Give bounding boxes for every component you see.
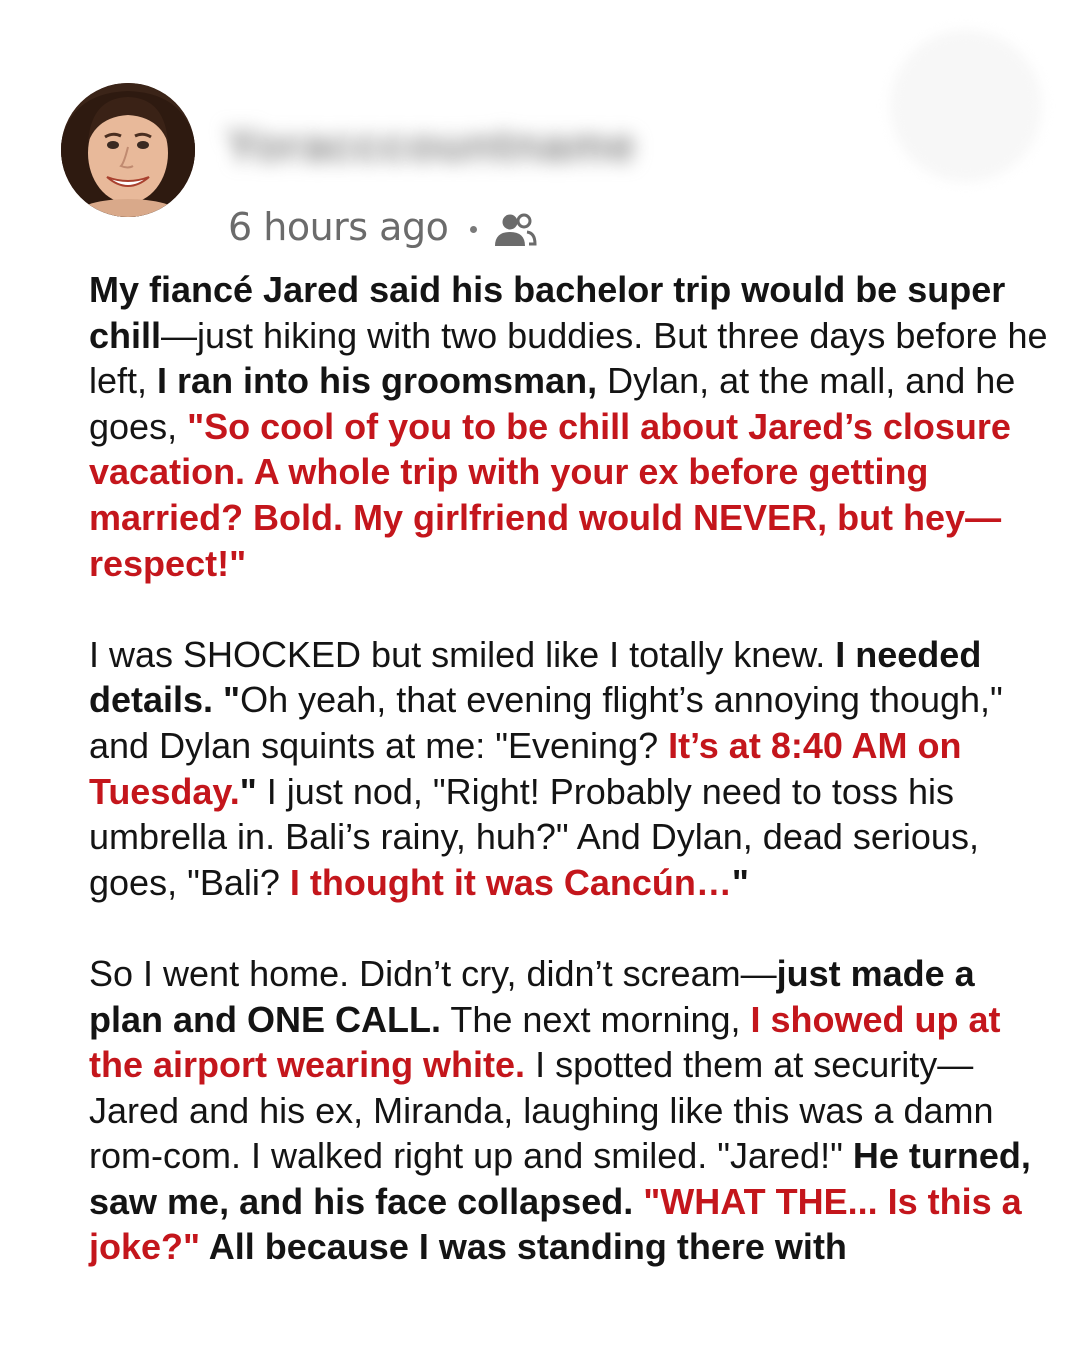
profile-photo-icon bbox=[61, 83, 195, 217]
bold-text: I ran into his groomsman, bbox=[157, 360, 598, 402]
text-run: I was SHOCKED but smiled like I totally knew. bbox=[89, 633, 836, 675]
text-run: Dylan, at the mall, and he goes, bbox=[89, 360, 1016, 447]
text-run: So I went home. Didn’t cry, didn’t scream— bbox=[89, 952, 777, 994]
post-paragraph bbox=[89, 632, 1049, 906]
bold-text: All because I was standing there with bbox=[200, 1226, 847, 1268]
text-run: —just hiking with two buddies. But three days before he left, bbox=[89, 314, 1048, 402]
more-options-button[interactable] bbox=[890, 30, 1042, 182]
avatar[interactable] bbox=[61, 83, 195, 217]
text-run bbox=[633, 1181, 643, 1222]
bold-text: I needed details. " bbox=[89, 633, 982, 721]
highlighted-text: I thought it was Cancún… bbox=[289, 861, 732, 903]
text-run: The next morning, bbox=[441, 998, 751, 1040]
post-body bbox=[89, 267, 1049, 1316]
text-run: I spotted them at security—Jared and his ex, Miranda, laughing like this was a damn rom-com. I walked right up and smiled. "Jared!" bbox=[89, 1044, 994, 1177]
post-meta bbox=[228, 203, 537, 251]
author-name[interactable]: Yoracccountname bbox=[226, 119, 637, 171]
bold-text: He turned, saw me, and his face collapsed. bbox=[89, 1135, 1031, 1222]
friends-icon[interactable] bbox=[491, 210, 537, 250]
text-run: Oh yeah, that evening flight’s annoying though," and Dylan squints at me: "Evening? bbox=[89, 679, 1003, 766]
meta-separator bbox=[470, 226, 477, 233]
bold-text: My fiancé Jared said his bachelor trip would be super chill bbox=[89, 269, 1006, 356]
post-paragraph bbox=[89, 267, 1049, 586]
timestamp[interactable]: 6 hours ago bbox=[228, 205, 449, 249]
bold-text: just made a plan and ONE CALL. bbox=[89, 952, 975, 1040]
highlighted-text: "WHAT THE... Is this a joke?" bbox=[89, 1180, 1022, 1268]
highlighted-text: "So cool of you to be chill about Jared’s closure vacation. A whole trip with your ex before getting married? Bold. My girlfriend would NEVER, but hey—respect!" bbox=[89, 405, 1011, 584]
bold-text: " bbox=[731, 861, 749, 903]
highlighted-text: I showed up at the airport wearing white. bbox=[89, 998, 1001, 1086]
highlighted-text: It’s at 8:40 AM on Tuesday. bbox=[89, 724, 962, 812]
post-paragraph bbox=[89, 951, 1049, 1270]
text-run: I just nod, "Right! Probably need to toss his umbrella in. Bali’s rainy, huh?" And Dylan, dead serious, goes, "Bali? bbox=[89, 770, 979, 903]
bold-text: " bbox=[239, 770, 257, 812]
